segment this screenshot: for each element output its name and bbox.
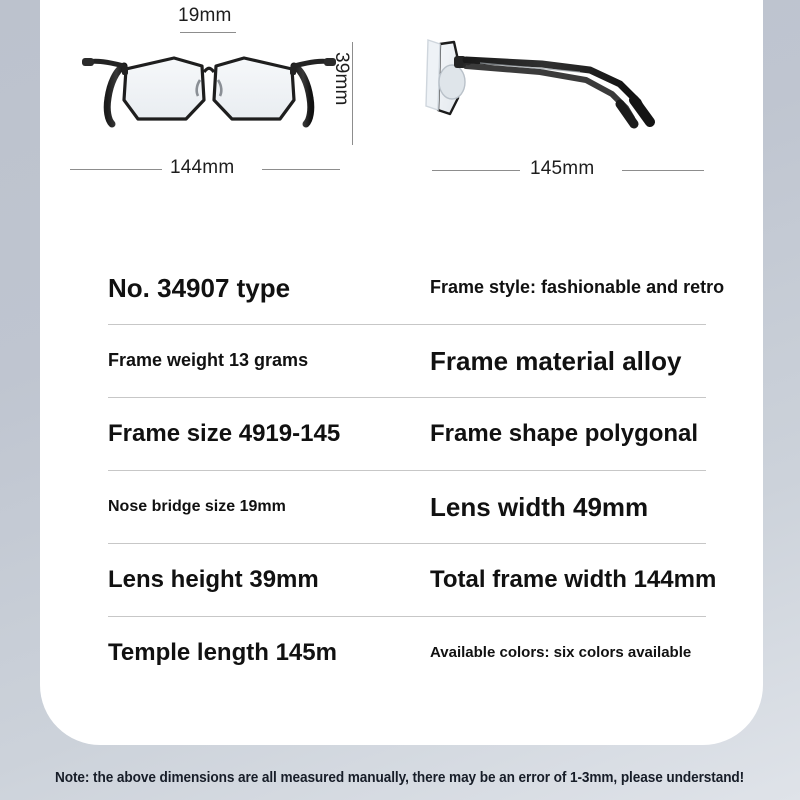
spec-model-number: No. 34907 type <box>108 272 291 303</box>
dimension-line-total-width-left <box>70 169 162 170</box>
spec-frame-material: Frame material alloy <box>430 345 682 376</box>
spec-total-frame-width: Total frame width 144mm <box>430 565 717 593</box>
table-row <box>108 617 706 689</box>
dimension-line-lens-height <box>352 42 353 145</box>
product-photo-area <box>0 0 800 232</box>
spec-temple-length: Temple length 145m <box>108 638 337 666</box>
spec-frame-shape: Frame shape polygonal <box>430 419 699 447</box>
dimension-label-bridge-width: 19mm <box>178 5 232 26</box>
measurement-disclaimer-text: Note: the above dimensions are all measured manually, there may be an error of 1-3mm, please understand! <box>55 770 745 786</box>
eyeglasses-side-view-image <box>420 30 685 145</box>
spec-frame-style: Frame style: fashionable and retro <box>430 277 725 298</box>
spec-lens-width: Lens width 49mm <box>430 491 649 522</box>
dimension-line-temple-length-left <box>432 170 520 171</box>
table-row <box>108 471 706 544</box>
table-row <box>108 325 706 398</box>
spec-frame-size: Frame size 4919-145 <box>108 419 341 447</box>
spec-frame-weight: Frame weight 13 grams <box>108 350 309 371</box>
table-row <box>108 252 725 325</box>
table-row <box>108 544 717 617</box>
specification-table <box>108 252 725 689</box>
table-row <box>108 398 706 471</box>
dimension-line-bridge-width <box>180 32 236 33</box>
dimension-label-lens-height: 39mm <box>331 52 352 106</box>
dimension-label-total-frame-width: 144mm <box>170 157 235 178</box>
measurement-disclaimer-note <box>0 770 800 786</box>
dimension-line-temple-length-right <box>622 170 704 171</box>
eyeglasses-front-view-image <box>78 36 340 146</box>
dimension-line-total-width-right <box>262 169 340 170</box>
spec-lens-height: Lens height 39mm <box>108 565 319 593</box>
spec-available-colors: Available colors: six colors available <box>430 643 692 661</box>
spec-nose-bridge-size: Nose bridge size 19mm <box>108 498 286 516</box>
dimension-label-temple-length: 145mm <box>530 158 595 179</box>
